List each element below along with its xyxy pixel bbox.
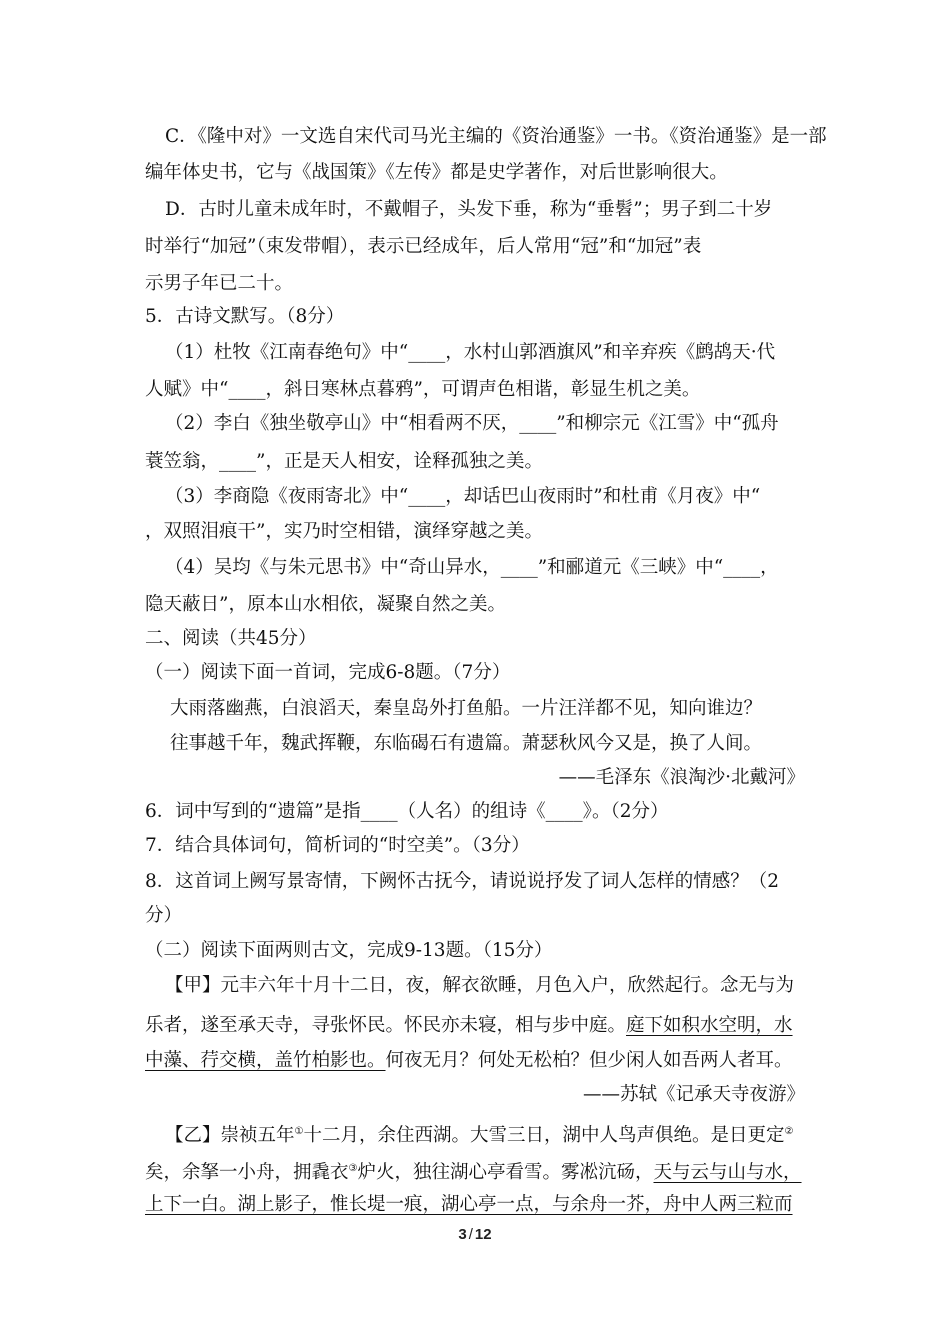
text-jia-attribution: ——苏轼《记承天寺夜游》 (582, 1084, 805, 1105)
q5-part-1-line-2: 人赋》中“____，斜日寒林点暮鸦”，可谓声色相谐，彰显生机之美。 (145, 379, 701, 400)
q5-part-4-line-1: （4）吴均《与朱元思书》中“奇山异水，____”和郦道元《三峡》中“____， (165, 557, 779, 578)
reading-1-instruction: （一）阅读下面一首词，完成6-8题。（7分） (145, 662, 511, 683)
text-yi-line-3 (145, 1190, 810, 1220)
q5-part-2-line-1: （2）李白《独坐敬亭山》中“相看两不厌，____”和柳宗元《江雪》中“孤舟 (165, 413, 779, 434)
option-d-line-3: 示男子年已二十。 (145, 273, 294, 294)
text-jia-line-1: 【甲】元丰六年十月十二日，夜，解衣欲睡，月色入户，欣然起行。念无与为 (165, 975, 795, 996)
poem-line-2: 往事越千年，魏武挥鞭，东临碣石有遗篇。萧瑟秋风今又是，换了人间。 (170, 733, 763, 754)
reading-2-instruction: （二）阅读下面两则古文，完成9-13题。（15分） (145, 940, 553, 961)
section-2-heading: 二、阅读（共45分） (145, 628, 317, 649)
underlined-passage: 上下一白。湖上影子，惟长堤一痕，湖心亭一点，与余舟一芥，舟中人两三粒而 (145, 1194, 793, 1215)
footnote-marker: ③ (348, 1163, 358, 1174)
q5-part-3-line-1: （3）李商隐《夜雨寄北》中“____，却话巴山夜雨时”和杜甫《月夜》中“ (165, 486, 761, 507)
question-8-line-2: 分） (145, 905, 183, 926)
question-7: 7．结合具体词句，简析词的“时空美”。（3分） (145, 835, 530, 856)
option-d-line-2: 时举行“加冠”（束发带帽），表示已经成年，后人常用“冠”和“加冠”表 (145, 236, 702, 257)
text-jia-line-2: 乐者，遂至承天寺，寻张怀民。怀民亦未寝，相与步中庭。庭下如积水空明，水 (145, 1015, 793, 1036)
question-8-line-1: 8．这首词上阙写景寄情，下阙怀古抚今，请说说抒发了词人怎样的情感？（2 (145, 871, 780, 892)
underlined-passage: 天与云与山与水， (653, 1162, 802, 1183)
option-c-line-1: C．《隆中对》一文选自宋代司马光主编的《资治通鉴》一书。《资治通鉴》是一部 (165, 126, 827, 147)
text-jia-line-3: 中藻、荇交横，盖竹柏影也。何夜无月？何处无松柏？但少闲人如吾两人者耳。 (145, 1050, 793, 1071)
footnote-marker: ② (784, 1126, 794, 1137)
question-5-heading: 5．古诗文默写。（8分） (145, 306, 345, 327)
poem-line-1: 大雨落幽燕，白浪滔天，秦皇岛外打鱼船。一片汪洋都不见，知向谁边？ (170, 698, 763, 719)
underlined-passage: 庭下如积水空明，水 (626, 1015, 793, 1036)
option-d-line-1: D．古时儿童未成年时，不戴帽子，头发下垂，称为“垂髫”；男子到二十岁 (165, 199, 773, 220)
footnote-marker: ① (294, 1126, 304, 1137)
question-6: 6．词中写到的“遗篇”是指____（人名）的组诗《____》。（2分） (145, 801, 669, 822)
q5-part-1-line-1: （1）杜牧《江南春绝句》中“____，水村山郭酒旗风”和辛弃疾《鹧鸪天·代 (165, 342, 776, 363)
q5-part-2-line-2: 蓑笠翁，____”，正是天人相安，诠释孤独之美。 (145, 451, 543, 472)
option-c-line-2: 编年体史书，它与《战国策》《左传》都是史学著作，对后世影响很大。 (145, 162, 728, 183)
underlined-passage: 中藻、荇交横，盖竹柏影也。 (145, 1050, 386, 1071)
q5-part-3-line-2: ，双照泪痕干”，实乃时空相错，演绎穿越之美。 (145, 521, 543, 542)
q5-part-4-line-2: 隐天蔽日”，原本山水相依，凝聚自然之美。 (145, 594, 506, 615)
text-yi-line-2: 矣，余拏一小舟，拥毳衣③炉火，独往湖心亭看雪。雾凇沆砀，天与云与山与水， (145, 1162, 802, 1183)
text-yi-line-1: 【乙】崇祯五年①十二月，余住西湖。大雪三日，湖中人鸟声俱绝。是日更定② (165, 1125, 794, 1146)
poem-attribution: ——毛泽东《浪淘沙·北戴河》 (558, 767, 805, 788)
page-number: 3 / 12 (458, 1226, 492, 1243)
